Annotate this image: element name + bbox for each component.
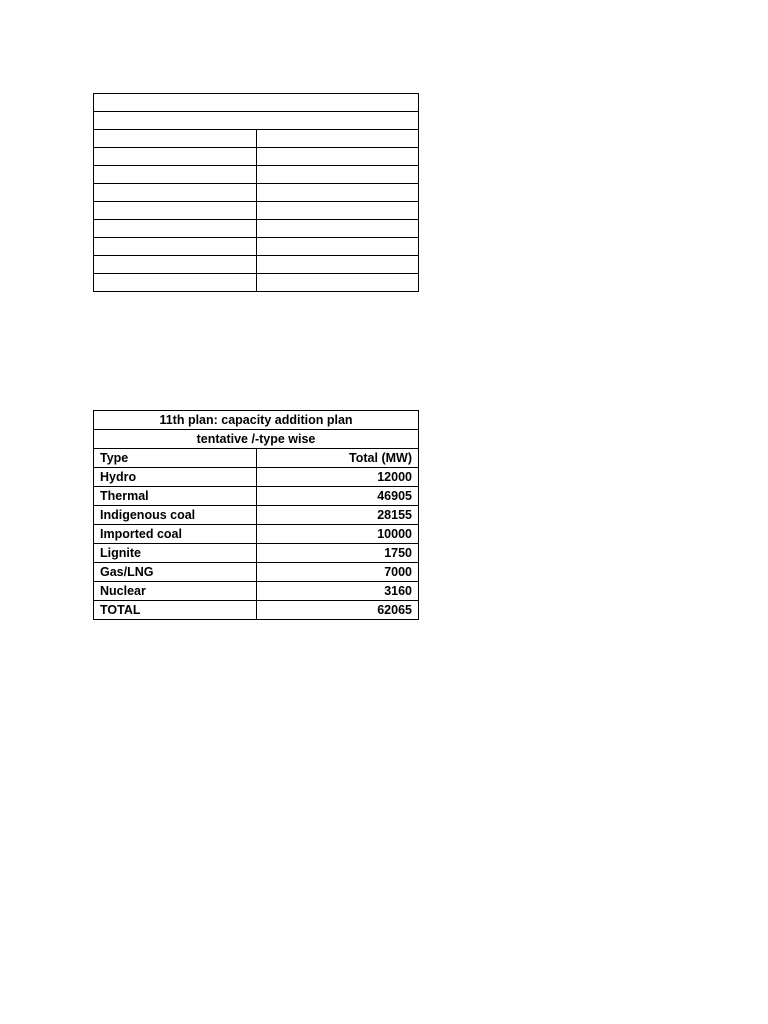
empty-row [94, 130, 419, 148]
empty-table [93, 93, 419, 292]
title-row [94, 411, 419, 430]
table-row [94, 487, 419, 506]
total-cell: 3160 [256, 582, 419, 601]
capacity-table [93, 410, 419, 620]
empty-cell [94, 274, 257, 292]
empty-row [94, 184, 419, 202]
empty-row [94, 166, 419, 184]
empty-cell [94, 184, 257, 202]
total-cell: 10000 [256, 525, 419, 544]
empty-cell [94, 166, 257, 184]
empty-table-body [94, 94, 419, 292]
empty-cell [256, 274, 419, 292]
type-cell: Lignite [94, 544, 257, 563]
table-row [94, 525, 419, 544]
table-row [94, 506, 419, 525]
type-cell: Imported coal [94, 525, 257, 544]
capacity-table-body [94, 411, 419, 620]
empty-cell [94, 256, 257, 274]
empty-row [94, 148, 419, 166]
total-cell: 46905 [256, 487, 419, 506]
table-row [94, 563, 419, 582]
total-cell: 12000 [256, 468, 419, 487]
type-cell: Hydro [94, 468, 257, 487]
empty-merged-row [94, 94, 419, 112]
empty-cell [94, 130, 257, 148]
empty-cell [256, 238, 419, 256]
type-cell: Thermal [94, 487, 257, 506]
empty-cell [256, 148, 419, 166]
empty-cell [94, 220, 257, 238]
empty-cell [94, 238, 257, 256]
empty-cell [94, 94, 419, 112]
empty-cell [94, 148, 257, 166]
empty-cell [256, 130, 419, 148]
type-cell: Gas/LNG [94, 563, 257, 582]
type-cell: Nuclear [94, 582, 257, 601]
table-row [94, 582, 419, 601]
empty-cell [256, 184, 419, 202]
total-row [94, 601, 419, 620]
total-cell: 28155 [256, 506, 419, 525]
empty-cell [94, 202, 257, 220]
total-cell: 1750 [256, 544, 419, 563]
empty-row [94, 202, 419, 220]
table-subtitle: tentative /-type wise [94, 430, 419, 449]
empty-row [94, 256, 419, 274]
table-row [94, 468, 419, 487]
empty-merged-row [94, 112, 419, 130]
subtitle-row [94, 430, 419, 449]
type-cell: Indigenous coal [94, 506, 257, 525]
header-row [94, 449, 419, 468]
empty-cell [256, 202, 419, 220]
empty-cell [94, 112, 419, 130]
empty-row [94, 238, 419, 256]
empty-cell [256, 166, 419, 184]
table-row [94, 544, 419, 563]
column-header-total: Total (MW) [256, 449, 419, 468]
type-cell: TOTAL [94, 601, 257, 620]
total-cell: 62065 [256, 601, 419, 620]
empty-cell [256, 256, 419, 274]
total-cell: 7000 [256, 563, 419, 582]
table-title: 11th plan: capacity addition plan [94, 411, 419, 430]
empty-cell [256, 220, 419, 238]
column-header-type: Type [94, 449, 257, 468]
empty-row [94, 220, 419, 238]
empty-row [94, 274, 419, 292]
